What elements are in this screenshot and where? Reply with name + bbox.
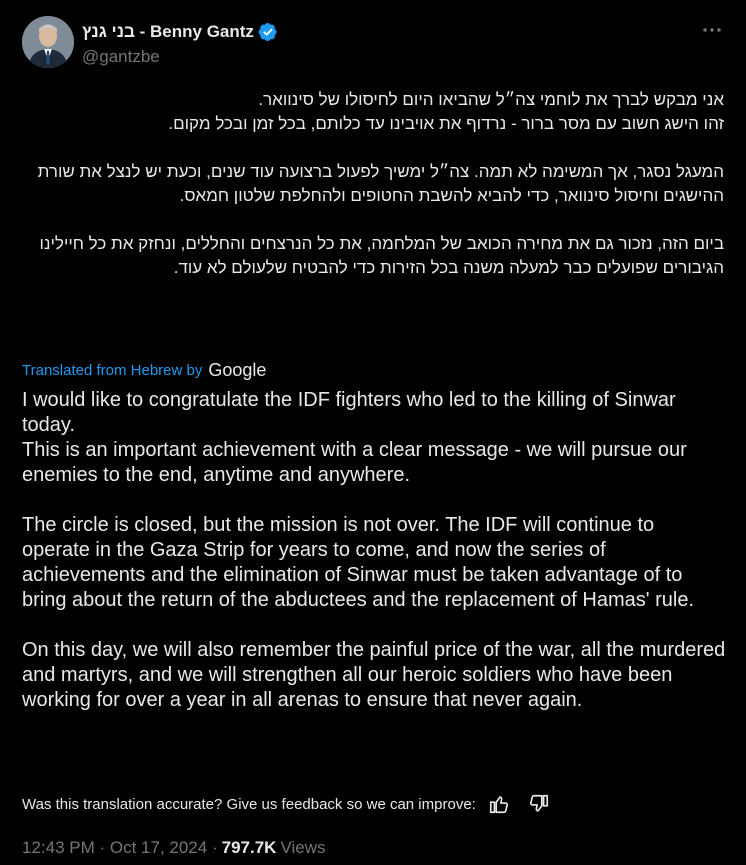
english-line: This is an important achievement with a clear message - we will pursue our enemies to the end, anytime and anywhere. [22, 439, 687, 486]
views-count[interactable]: 797.7K [221, 838, 277, 857]
thumbs-down-icon[interactable] [528, 793, 550, 815]
translation-feedback [22, 793, 550, 815]
meta-separator: · [207, 838, 218, 857]
tweet-meta [22, 838, 325, 858]
meta-separator: · [94, 838, 110, 857]
more-dots-icon[interactable] [700, 18, 724, 42]
hebrew-line: ביום הזה, נזכור גם את מחירה הכואב של המלחמה, את כל הנרצחים והחללים, ונחזק את כל חיילינו הגיבורים שפועלים כבר למעלה משנה בכל הזירות כדי להבטיח שלעולם לא עוד. [39, 234, 724, 277]
english-line: The circle is closed, but the mission is not over. The IDF will continue to operate in the Gaza Strip for years to come, and now the series of achievements and the elimination of Sinwar must be taken advantage of to bring about the return of the abductees and the replacement of Hamas' rule. [22, 514, 695, 611]
verified-badge-icon[interactable] [258, 22, 278, 42]
views-label: Views [280, 838, 326, 857]
avatar[interactable] [22, 16, 74, 68]
thumbs-up-icon[interactable] [488, 793, 510, 815]
hebrew-text [22, 88, 724, 280]
tweet-time[interactable]: 12:43 PM [22, 838, 95, 857]
tweet-header [22, 16, 724, 72]
english-line: On this day, we will also remember the painful price of the war, all the murdered and martyrs, and we will strengthen all our heroic soldiers who have been working for over a year in all arenas to ensure that never again. [22, 639, 726, 711]
handle[interactable]: @gantzbe [82, 47, 160, 66]
english-translation [22, 388, 726, 713]
tweet-date[interactable]: Oct 17, 2024 [109, 838, 208, 857]
hebrew-line: המעגל נסגר, אך המשימה לא תמה. צה״ל ימשיך לפעול ברצועה עוד שנים, וכעת יש לנצל את שורת ההישגים וחיסול סינוואר, כדי להביא להשבת החטופים ולהחלפת שלטון חמאס. [37, 162, 724, 205]
user-info [82, 20, 278, 67]
translated-by[interactable] [22, 360, 266, 381]
google-logo-text: Google [208, 360, 267, 380]
english-line: I would like to congratulate the IDF fighters who led to the killing of Sinwar today. [22, 389, 676, 436]
avatar-photo-icon [22, 16, 74, 68]
hebrew-line: זהו הישג חשוב עם מסר ברור - נרדוף את אויבינו עד כלותם, בכל זמן ובכל מקום. [168, 114, 724, 133]
hebrew-line: אני מבקש לברך את לוחמי צה״ל שהביאו היום לחיסולו של סינוואר. [258, 90, 724, 109]
translated-label[interactable]: Translated from Hebrew by [22, 362, 203, 379]
feedback-text: Was this translation accurate? Give us feedback so we can improve: [22, 795, 476, 813]
display-name[interactable]: בני גנץ - Benny Gantz [82, 22, 254, 41]
